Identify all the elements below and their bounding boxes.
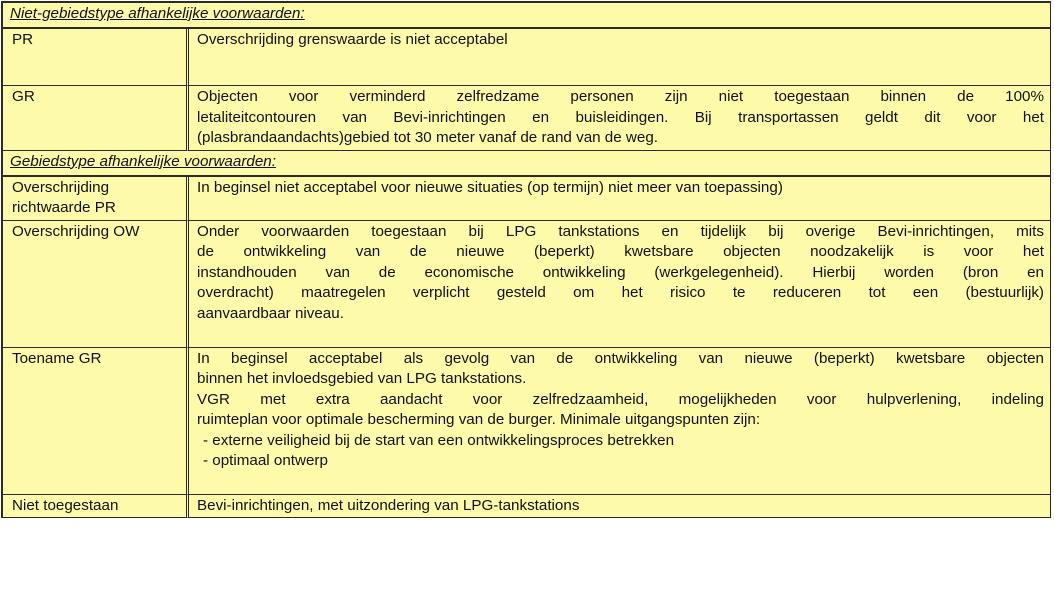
text-line: (plasbrandaandachts)gebied tot 30 meter vanaf de rand van de weg.: [197, 129, 658, 146]
list-item: - optimaal ontwerp: [203, 452, 328, 469]
label-line: richtwaarde PR: [12, 199, 116, 216]
row-label-toename-gr: Toename GR: [3, 348, 189, 495]
table-row: [3, 495, 1051, 519]
row-text-pr: [189, 29, 1051, 86]
bullet-list: [197, 431, 1044, 472]
table-row: [3, 86, 1051, 151]
text-line: In beginsel acceptabel als gevolg van de ontwikkeling van nieuwe (beperkt) kwetsbare objecten: [197, 349, 1044, 367]
table-row: [3, 348, 1051, 495]
section-title-non-area: Niet-gebiedstype afhankelijke voorwaarden:: [3, 3, 1051, 29]
text-line: instandhouden van de economische ontwikkeling (werkgelegenheid). Hierbij worden (bron en: [197, 263, 1044, 281]
table-row: [3, 29, 1051, 86]
text-line: de ontwikkeling van de nieuwe (beperkt) kwetsbare objecten noodzakelijk is voor het: [197, 243, 1044, 260]
text-line: letaliteitcontouren van Bevi-inrichtingen en buisleidingen. Bij transportassen geldt dit voor het: [197, 108, 1044, 126]
row-text-ow: [189, 221, 1051, 348]
row-label-niet-toegestaan: Niet toegestaan: [3, 495, 189, 519]
text-line: Onder voorwaarden toegestaan bij LPG tankstations en tijdelijk bij overige Bevi-inrichtingen, mits: [197, 222, 1044, 240]
text-line: In beginsel niet acceptabel voor nieuwe situaties (op termijn) niet meer van toepassing): [197, 178, 783, 196]
section-title-area: Gebiedstype afhankelijke voorwaarden:: [3, 151, 1051, 177]
table-row: [3, 177, 1051, 221]
text-line: ruimteplan voor optimale bescherming van de burger. Minimale uitgangspunten zijn:: [197, 411, 761, 428]
row-text-toename-gr: [189, 348, 1051, 495]
table-row: [3, 221, 1051, 348]
label-line: Overschrijding: [12, 178, 110, 196]
row-label-gr: GR: [3, 86, 189, 151]
row-text-richtwaarde: [189, 177, 1051, 221]
text-line: overdracht) maatregelen verplicht gesteld om het risico te reduceren tot een (bestuurlijk): [197, 284, 1044, 301]
text-line: Overschrijding grenswaarde is niet acceptabel: [197, 31, 508, 48]
row-label-ow: Overschrijding OW: [3, 221, 189, 348]
row-label-pr: PR: [3, 29, 189, 86]
text-line: binnen het invloedsgebied van LPG tankstations.: [197, 370, 527, 387]
text-line: Bevi-inrichtingen, met uitzondering van LPG-tankstations: [197, 496, 580, 514]
row-text-niet-toegestaan: [189, 495, 1051, 519]
section-header-row: [3, 151, 1051, 177]
text-line: Objecten voor verminderd zelfredzame personen zijn niet toegestaan binnen de 100%: [197, 88, 1044, 105]
row-label-richtwaarde: [3, 177, 189, 221]
text-line: VGR met extra aandacht voor zelfredzaamheid, mogelijkheden voor hulpverlening, indeling: [197, 390, 1044, 408]
list-item: - externe veiligheid bij de start van een ontwikkelingsproces betrekken: [203, 431, 675, 449]
section-header-row: [3, 3, 1051, 29]
conditions-table: [1, 1, 1051, 518]
text-line: aanvaardbaar niveau.: [197, 304, 344, 322]
row-text-gr: [189, 86, 1051, 151]
